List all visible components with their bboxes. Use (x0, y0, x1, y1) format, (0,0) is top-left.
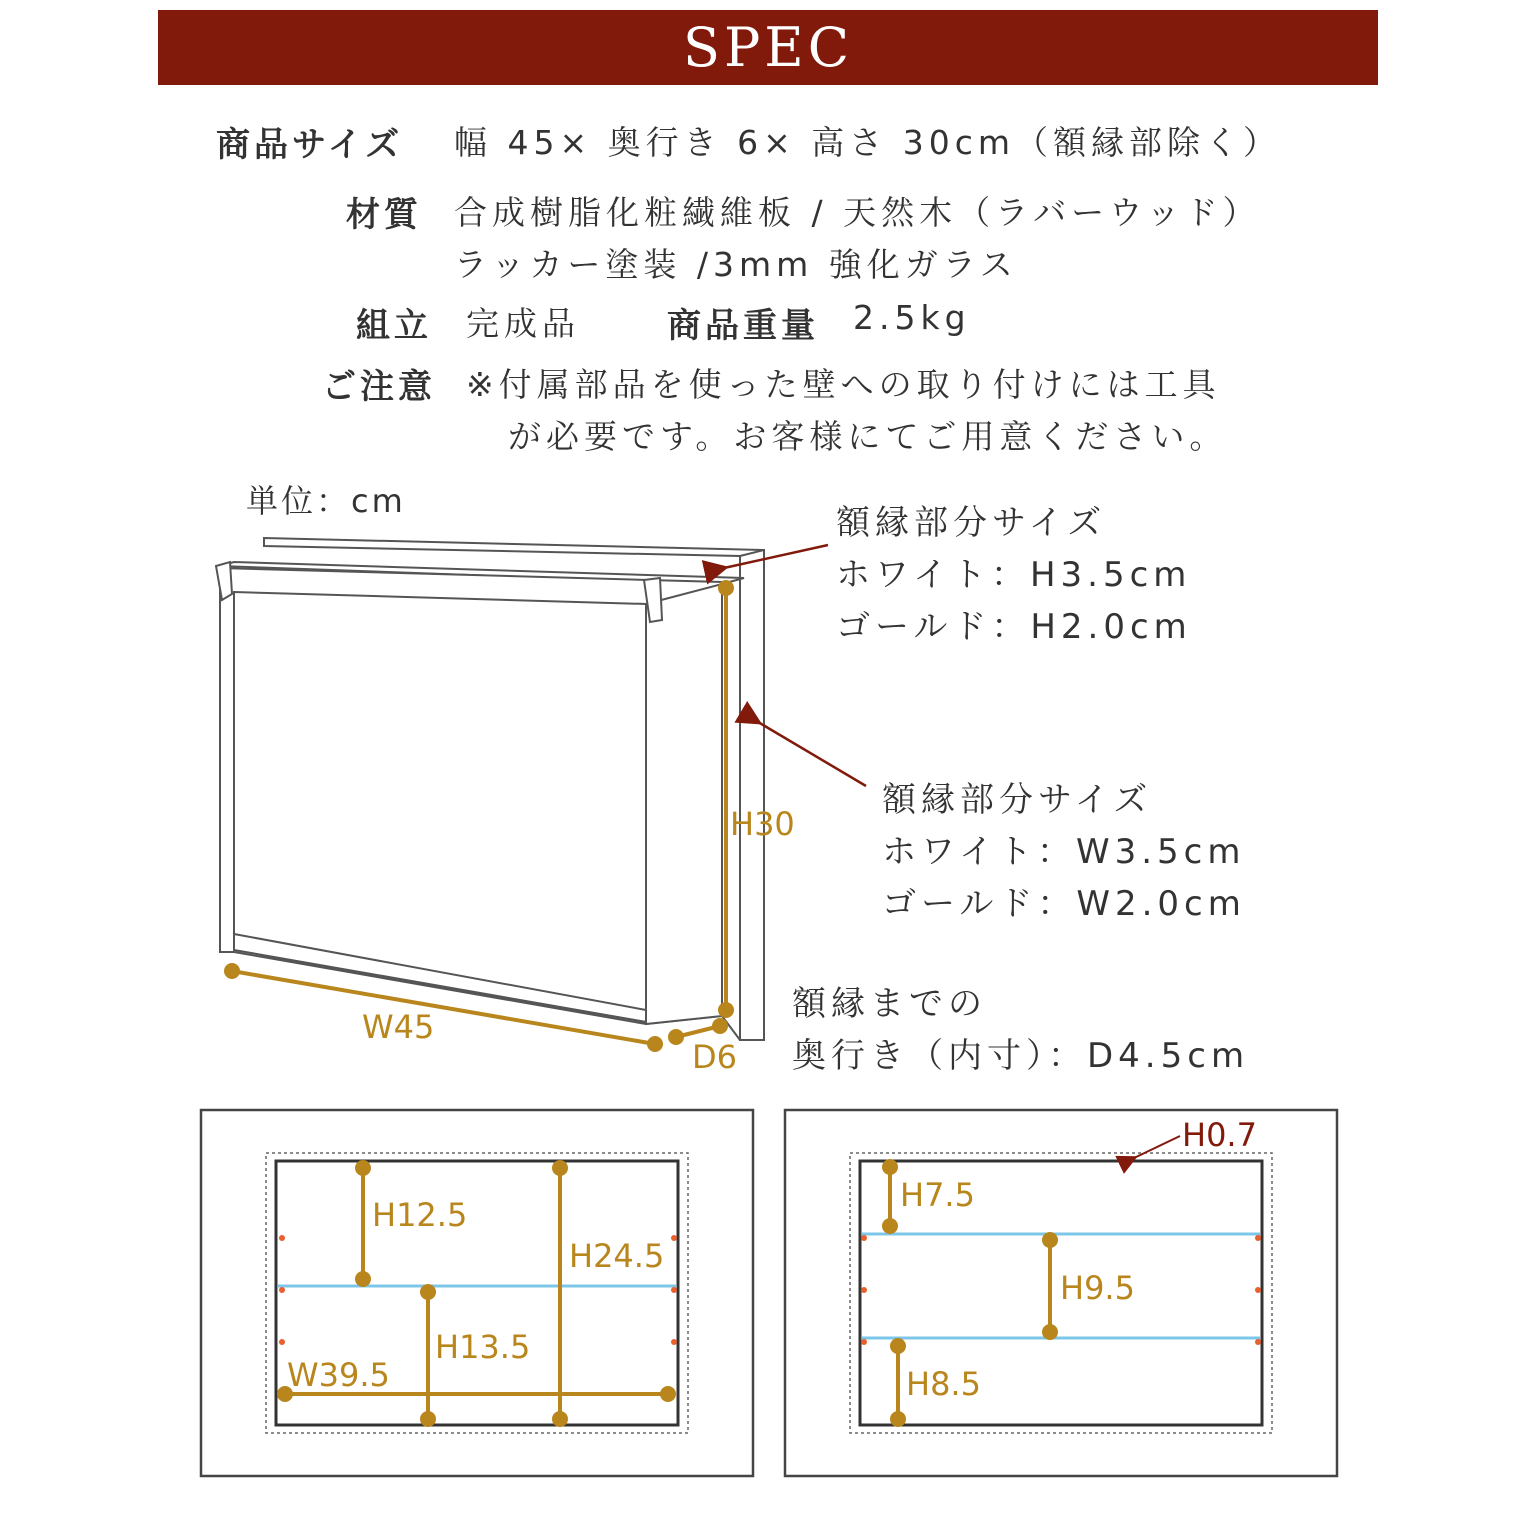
product-drawing (216, 538, 764, 1040)
side-frame-note-gold: ゴールド：W2.0cm (882, 884, 1246, 924)
assembly-value: 完成品 (466, 304, 580, 343)
right-panel-h1-label: H7.5 (900, 1176, 975, 1214)
left-panel-h3-label: H13.5 (435, 1328, 531, 1366)
depth-note-line1: 額縁までの (792, 984, 987, 1024)
height-dimension-label: H30 (730, 805, 795, 843)
top-frame-note-gold: ゴールド：H2.0cm (836, 607, 1192, 647)
assembly-label: 組立 (356, 306, 432, 346)
material-line2: ラッカー塗装 /3mm 強化ガラス (454, 245, 1018, 284)
spec-title: SPEC (682, 16, 854, 79)
material-label: 材質 (346, 195, 422, 235)
left-shelf-panel (201, 1110, 753, 1476)
side-frame-arrow (758, 722, 866, 786)
unit-label: 単位：cm (246, 482, 406, 520)
size-value: 幅 45× 奥行き 6× 高さ 30cm（額縁部除く） (454, 123, 1282, 162)
right-panel-h2-label: H9.5 (1060, 1269, 1135, 1307)
top-frame-note-title: 額縁部分サイズ (836, 503, 1107, 543)
width-dimension-label: W45 (362, 1008, 435, 1046)
right-shelf-panel (785, 1110, 1337, 1476)
weight-value: 2.5kg (853, 298, 971, 337)
weight-label: 商品重量 (667, 306, 819, 346)
caution-label: ご注意 (322, 367, 436, 407)
left-panel-width-label: W39.5 (287, 1356, 390, 1394)
side-frame-note-white: ホワイト：W3.5cm (882, 832, 1246, 872)
top-gap-arrow (1134, 1136, 1180, 1158)
caution-line2: が必要です。お客様にてご用意ください。 (508, 417, 1228, 456)
side-frame-note-title: 額縁部分サイズ (882, 780, 1153, 820)
depth-note-line2: 奥行き（内寸）：D4.5cm (792, 1036, 1250, 1076)
left-panel-h1-label: H12.5 (372, 1196, 468, 1234)
left-panel-h2-label: H24.5 (569, 1237, 665, 1275)
size-label: 商品サイズ (216, 125, 404, 165)
top-frame-note-white: ホワイト：H3.5cm (836, 555, 1192, 595)
caution-line1: ※付属部品を使った壁への取り付けには工具 (466, 365, 1221, 404)
depth-dimension-label: D6 (692, 1038, 737, 1076)
right-panel-h3-label: H8.5 (906, 1365, 981, 1403)
material-line1: 合成樹脂化粧繊維板 / 天然木（ラバーウッド） (454, 193, 1261, 232)
right-panel-top-gap-label: H0.7 (1182, 1116, 1257, 1154)
